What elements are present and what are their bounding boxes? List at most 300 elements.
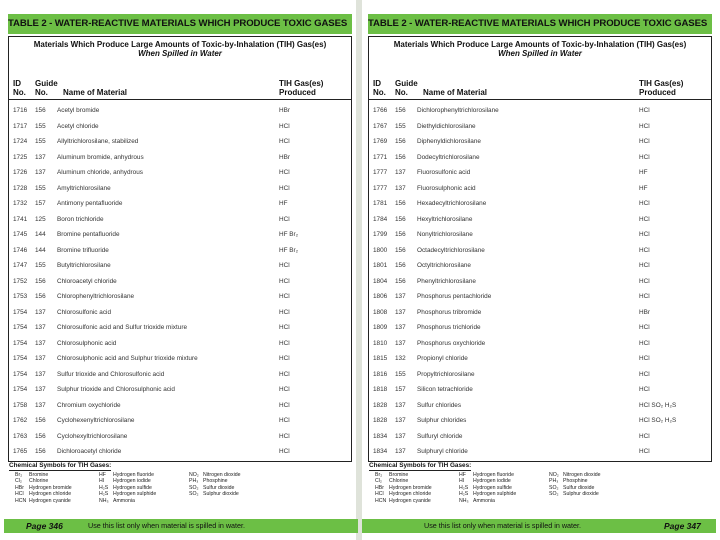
- row-id: 1809: [373, 324, 388, 331]
- legend-symbol: H₂S: [459, 491, 469, 498]
- row-gas: HCl: [279, 370, 290, 378]
- row-gas: HCl: [279, 169, 290, 176]
- legend-symbol: HCl: [15, 491, 24, 498]
- table-rows: [9, 103, 351, 460]
- table-row: [369, 367, 711, 383]
- row-name: Diphenyldichlorosilane: [417, 138, 481, 145]
- table-row: [369, 305, 711, 321]
- row-id: 1765: [13, 448, 28, 455]
- legend-name: Hydrogen cyanide: [29, 497, 71, 504]
- legend-symbol: H₂S: [459, 484, 469, 491]
- legend-title: Chemical Symbols for TIH Gases:: [9, 462, 112, 469]
- row-name: Chlorophenyltrichlorosilane: [57, 293, 135, 300]
- row-id: 1800: [373, 246, 388, 254]
- table-row: [9, 367, 351, 383]
- row-id: 1725: [13, 153, 28, 161]
- row-guide: 137: [395, 417, 406, 424]
- chemical-symbols-legend: [9, 462, 351, 504]
- table-row: [9, 320, 351, 336]
- row-id: 1754: [13, 355, 28, 362]
- row-name: Propyltrichlorosilane: [417, 370, 475, 378]
- row-gas: HCl: [639, 122, 650, 130]
- col-name-header: Name of Material: [63, 88, 128, 97]
- legend-symbol: Br₂: [375, 472, 383, 478]
- legend-name: Hydrogen chloride: [389, 491, 432, 498]
- row-guide: 137: [395, 401, 406, 409]
- col-id-header: ID No.: [373, 79, 386, 97]
- row-id: 1808: [373, 308, 388, 316]
- row-id: 1754: [13, 339, 28, 347]
- row-guide: 132: [395, 355, 406, 362]
- row-name: Acetyl chloride: [57, 122, 99, 130]
- row-gas: HCl: [279, 308, 290, 316]
- row-gas: HCl: [639, 262, 650, 269]
- page-number: Page 346: [26, 521, 63, 531]
- row-name: Cyclohexenyltrichlorosilane: [57, 417, 135, 424]
- row-name: Sulfur trioxide and Chlorosulfonic acid: [57, 370, 165, 378]
- row-name: Cyclohexyltrichlorosilane: [57, 432, 128, 440]
- row-gas: HCl: [279, 184, 290, 192]
- table-row: [9, 181, 351, 197]
- row-guide: 156: [395, 231, 406, 238]
- legend-name: Hydrogen chloride: [29, 491, 72, 498]
- row-id: 1752: [13, 277, 28, 285]
- legend-symbol: HCl: [375, 491, 384, 498]
- row-guide: 155: [395, 370, 406, 378]
- table-row: [9, 119, 351, 135]
- row-gas: HCl: [279, 339, 290, 347]
- row-gas: HCl: [279, 401, 290, 409]
- table-row: [9, 305, 351, 321]
- table-row: [369, 398, 711, 414]
- page-number: Page 347: [664, 521, 701, 531]
- row-id: 1828: [373, 401, 388, 409]
- row-gas: HCl: [639, 339, 650, 347]
- row-name: Aluminum chloride, anhydrous: [57, 169, 143, 176]
- row-id: 1745: [13, 231, 28, 238]
- table-row: [9, 382, 351, 398]
- table-box-subtitle: When Spilled in Water: [138, 49, 222, 58]
- row-gas: HCl: [279, 448, 290, 455]
- legend-name: Hydrogen fluoride: [113, 472, 154, 478]
- row-guide: 156: [35, 293, 46, 300]
- row-name: Chromium oxychloride: [57, 401, 121, 409]
- row-id: 1767: [373, 122, 388, 130]
- table-row: [369, 429, 711, 445]
- left-footer-bar: [4, 519, 358, 533]
- row-guide: 144: [35, 246, 46, 254]
- row-guide: 137: [35, 386, 46, 393]
- row-id: 1777: [373, 169, 388, 176]
- row-gas: HF Br₂: [279, 231, 299, 238]
- table-row: [369, 103, 711, 119]
- legend-symbol: SO₂: [549, 484, 559, 491]
- legend-symbol: NO₂: [189, 472, 199, 478]
- row-guide: 156: [395, 246, 406, 254]
- row-name: Sulphur chlorides: [417, 417, 467, 424]
- row-gas: HF: [639, 184, 648, 192]
- legend-symbol: H₂S: [99, 484, 109, 491]
- row-id: 1732: [13, 200, 28, 207]
- row-gas: HBr: [639, 308, 651, 316]
- legend-symbol: NO₂: [549, 472, 559, 478]
- table-row: [9, 243, 351, 259]
- row-id: 1758: [13, 401, 28, 409]
- table-row: [369, 196, 711, 212]
- row-gas: HCl: [639, 370, 650, 378]
- row-name: Chlorosulfonic acid: [57, 308, 111, 316]
- legend-name: Hydrogen bromide: [389, 484, 432, 491]
- legend-name: Sulfur dioxide: [563, 484, 595, 491]
- legend-name: Hydrogen fluoride: [473, 472, 514, 478]
- table-box-subtitle: When Spilled in Water: [498, 49, 582, 58]
- legend-name: Sulphur dioxide: [203, 491, 239, 498]
- row-gas: HCl: [279, 262, 290, 269]
- row-guide: 137: [395, 432, 406, 440]
- row-id: 1766: [373, 107, 388, 114]
- row-guide: 137: [395, 324, 406, 331]
- row-id: 1726: [13, 169, 28, 176]
- row-name: Sulphur trioxide and Chlorosulphonic acid: [57, 386, 175, 393]
- row-id: 1818: [373, 386, 388, 393]
- row-id: 1828: [373, 417, 388, 424]
- row-name: Octadecyltrichlorosilane: [417, 246, 485, 254]
- row-id: 1717: [13, 122, 28, 130]
- legend-symbol: PH₃: [189, 478, 199, 485]
- row-name: Phosphorus oxychloride: [417, 339, 486, 347]
- legend-name: Chlorine: [29, 478, 49, 485]
- row-gas: HCl: [639, 215, 650, 223]
- row-gas: HCl: [639, 448, 650, 455]
- row-gas: HCl: [279, 138, 290, 145]
- row-guide: 156: [35, 107, 46, 114]
- legend-name: Hydrogen sulfide: [113, 484, 152, 491]
- table-row: [369, 413, 711, 429]
- col-guide-header: Guide No.: [35, 79, 58, 97]
- table-row: [9, 289, 351, 305]
- table-header-banner: TABLE 2 - WATER-REACTIVE MATERIALS WHICH PRODUCE TOXIC GASES: [368, 14, 712, 34]
- col-id-header: ID No.: [13, 79, 26, 97]
- row-name: Chlorosulfonic acid and Sulfur trioxide mixture: [57, 324, 188, 331]
- row-guide: 137: [395, 169, 406, 176]
- row-gas: HCl: [639, 246, 650, 254]
- table-row: [9, 103, 351, 119]
- materials-table-box: [8, 36, 352, 504]
- row-id: 1746: [13, 246, 28, 254]
- table-row: [9, 258, 351, 274]
- row-name: Fluorosulphonic acid: [417, 184, 476, 192]
- legend-name: Hydrogen cyanide: [389, 497, 431, 504]
- row-guide: 137: [35, 355, 46, 362]
- row-name: Acetyl bromide: [57, 107, 100, 114]
- row-name: Chlorosulphonic acid and Sulphur trioxide mixture: [57, 355, 198, 362]
- row-gas: HCl: [639, 153, 650, 161]
- row-gas: HCl: [279, 122, 290, 130]
- row-guide: 137: [35, 324, 46, 331]
- row-id: 1754: [13, 324, 28, 331]
- row-name: Phenyltrichlorosilane: [417, 277, 476, 285]
- row-name: Hexadecyltrichlorosilane: [417, 200, 487, 207]
- legend-symbol: PH₃: [549, 478, 559, 485]
- legend-symbol: NH₃: [459, 497, 469, 504]
- legend-name: Ammonia: [113, 497, 135, 504]
- row-gas: HCl: [639, 107, 650, 114]
- row-guide: 156: [35, 448, 46, 455]
- chemical-symbols-legend: [369, 462, 711, 504]
- row-name: Chloroacetyl chloride: [57, 277, 117, 285]
- row-gas: HCl: [279, 293, 290, 300]
- row-gas: HCl: [279, 386, 290, 393]
- legend-symbol: H₂S: [99, 491, 109, 498]
- table-row: [369, 382, 711, 398]
- row-guide: 137: [395, 448, 406, 455]
- row-name: Antimony pentafluoride: [57, 200, 123, 207]
- row-id: 1771: [373, 153, 388, 161]
- legend-name: Ammonia: [473, 497, 495, 504]
- legend-symbol: SO₂: [189, 484, 199, 491]
- table-row: [369, 119, 711, 135]
- row-id: 1769: [373, 138, 388, 145]
- legend-symbol: HCN: [15, 497, 27, 504]
- row-name: Bromine pentafluoride: [57, 231, 120, 238]
- page-gutter: [356, 0, 362, 540]
- row-gas: HCl: [279, 355, 290, 362]
- row-name: Octyltrichlorosilane: [417, 262, 471, 269]
- table-row: [9, 134, 351, 150]
- legend-symbol: SO₂: [549, 491, 559, 498]
- legend-symbol: HF: [459, 472, 466, 478]
- table-row: [369, 444, 711, 460]
- row-id: 1834: [373, 448, 388, 455]
- row-gas: HCl: [639, 432, 650, 440]
- table-row: [369, 258, 711, 274]
- row-guide: 137: [395, 293, 406, 300]
- row-gas: HCl SO₂ H₂S: [639, 417, 677, 424]
- row-id: 1724: [13, 138, 28, 145]
- table-header-banner: TABLE 2 - WATER-REACTIVE MATERIALS WHICH PRODUCE TOXIC GASES: [8, 14, 352, 34]
- row-name: Amyltrichlorosilane: [57, 184, 111, 192]
- row-gas: HCl: [639, 138, 650, 145]
- table-box-title: Materials Which Produce Large Amounts of Toxic-by-Inhalation (TIH) Gas(es): [393, 40, 687, 49]
- row-id: 1781: [373, 200, 388, 207]
- row-name: Phosphorus tribromide: [417, 308, 482, 316]
- row-id: 1816: [373, 370, 388, 378]
- table-row: [9, 150, 351, 166]
- row-guide: 156: [395, 200, 406, 207]
- row-gas: HBr: [279, 153, 291, 161]
- table-row: [9, 429, 351, 445]
- legend-name: Bromine: [29, 472, 49, 478]
- right-footer-bar: [362, 519, 716, 533]
- row-id: 1806: [373, 293, 388, 300]
- row-guide: 137: [395, 339, 406, 347]
- row-gas: HF Br₂: [279, 246, 299, 254]
- table-box-title: Materials Which Produce Large Amounts of Toxic-by-Inhalation (TIH) Gas(es): [33, 40, 327, 49]
- legend-title: Chemical Symbols for TIH Gases:: [369, 462, 472, 469]
- row-guide: 137: [35, 339, 46, 347]
- table-row: [9, 351, 351, 367]
- row-id: 1799: [373, 231, 388, 238]
- legend-symbol: HBr: [375, 484, 384, 491]
- row-id: 1815: [373, 355, 388, 362]
- legend-symbol: Cl₂: [375, 478, 382, 485]
- row-gas: HCl: [639, 200, 650, 207]
- table-row: [369, 165, 711, 181]
- legend-name: Nitrogen dioxide: [203, 472, 241, 478]
- row-id: 1754: [13, 308, 28, 316]
- row-id: 1747: [13, 262, 28, 269]
- row-name: Dichlorophenyltrichlorosilane: [417, 107, 499, 114]
- row-name: Dodecyltrichlorosilane: [417, 153, 480, 161]
- row-id: 1754: [13, 370, 28, 378]
- row-name: Diethyldichlorosilane: [417, 122, 476, 130]
- row-guide: 156: [35, 277, 46, 285]
- legend-name: Chlorine: [389, 478, 409, 485]
- legend-symbol: HI: [459, 478, 465, 485]
- row-gas: HF: [639, 169, 648, 176]
- table-row: [9, 398, 351, 414]
- row-gas: HF: [279, 200, 288, 207]
- row-guide: 137: [35, 370, 46, 378]
- table-row: [369, 320, 711, 336]
- row-guide: 137: [35, 153, 46, 161]
- row-guide: 144: [35, 231, 46, 238]
- row-name: Sulphuryl chloride: [417, 448, 468, 455]
- row-gas: HCl: [639, 386, 650, 393]
- footer-note: Use this list only when material is spilled in water.: [424, 521, 581, 530]
- legend-name: Hydrogen sulfide: [473, 484, 512, 491]
- table-row: [369, 134, 711, 150]
- row-name: Phosphorus trichloride: [417, 324, 481, 331]
- row-name: Phosphorus pentachloride: [417, 293, 492, 300]
- legend-name: Hydrogen iodide: [473, 478, 511, 485]
- row-gas: HCl: [639, 277, 650, 285]
- row-name: Sulfur chlorides: [417, 401, 462, 409]
- col-gas-header: TIH Gas(es) Produced: [279, 79, 324, 97]
- table-row: [369, 243, 711, 259]
- col-name-header: Name of Material: [423, 88, 488, 97]
- row-name: Silicon tetrachloride: [417, 386, 473, 393]
- row-guide: 125: [35, 215, 46, 223]
- row-gas: HCl: [639, 293, 650, 300]
- row-guide: 155: [35, 262, 46, 269]
- row-gas: HCl SO₂ H₂S: [639, 401, 677, 409]
- table-row: [9, 196, 351, 212]
- legend-name: Sulphur dioxide: [563, 491, 599, 498]
- row-id: 1762: [13, 417, 28, 424]
- materials-table-box: [368, 36, 712, 504]
- row-id: 1741: [13, 215, 28, 223]
- row-guide: 156: [35, 432, 46, 440]
- row-gas: HCl: [279, 432, 290, 440]
- column-headers: [369, 75, 711, 100]
- legend-name: Bromine: [389, 472, 409, 478]
- right-page: [368, 6, 712, 518]
- table-row: [369, 181, 711, 197]
- row-guide: 156: [395, 153, 406, 161]
- row-name: Aluminum bromide, anhydrous: [57, 153, 144, 161]
- row-guide: 156: [395, 107, 406, 114]
- row-id: 1753: [13, 293, 28, 300]
- row-name: Chlorosulphonic acid: [57, 339, 117, 347]
- legend-name: Nitrogen dioxide: [563, 472, 601, 478]
- row-guide: 156: [395, 138, 406, 145]
- row-id: 1834: [373, 432, 388, 440]
- row-name: Propionyl chloride: [417, 355, 468, 362]
- legend-name: Sulfur dioxide: [203, 484, 235, 491]
- row-name: Allyltrichlorosilane, stabilized: [57, 138, 139, 145]
- row-guide: 137: [395, 184, 406, 192]
- table-row: [369, 150, 711, 166]
- row-id: 1804: [373, 277, 388, 285]
- row-guide: 137: [35, 169, 46, 176]
- row-gas: HCl: [639, 231, 650, 238]
- row-id: 1716: [13, 107, 28, 114]
- table-row: [369, 227, 711, 243]
- row-name: Nonyltrichlorosilane: [417, 231, 473, 238]
- row-gas: HCl: [279, 324, 290, 331]
- table-row: [9, 336, 351, 352]
- col-gas-header: TIH Gas(es) Produced: [639, 79, 684, 97]
- row-name: Boron trichloride: [57, 215, 104, 223]
- row-name: Hexyltrichlorosilane: [417, 215, 473, 223]
- row-guide: 157: [35, 200, 46, 207]
- row-name: Bromine trifluoride: [57, 246, 109, 254]
- row-gas: HCl: [279, 277, 290, 285]
- table-row: [9, 274, 351, 290]
- legend-name: Hydrogen sulphide: [113, 491, 157, 498]
- table-row: [369, 289, 711, 305]
- table-row: [9, 227, 351, 243]
- row-name: Fluorosulfonic acid: [417, 169, 471, 176]
- legend-name: Phosphine: [203, 478, 228, 485]
- legend-name: Hydrogen iodide: [113, 478, 151, 485]
- legend-symbol: SO₂: [189, 491, 199, 498]
- row-guide: 155: [35, 184, 46, 192]
- row-guide: 137: [395, 308, 406, 316]
- row-guide: 155: [395, 122, 406, 130]
- legend-symbol: NH₃: [99, 497, 109, 504]
- row-guide: 137: [35, 401, 46, 409]
- row-id: 1810: [373, 339, 388, 347]
- left-page: [8, 6, 352, 518]
- table-row: [9, 212, 351, 228]
- row-guide: 157: [395, 386, 406, 393]
- row-gas: HCl: [639, 324, 650, 331]
- row-gas: HBr: [279, 107, 291, 114]
- row-guide: 156: [395, 277, 406, 285]
- row-name: Dichloroacetyl chloride: [57, 448, 122, 455]
- table-row: [9, 413, 351, 429]
- table-row: [9, 165, 351, 181]
- legend-name: Phosphine: [563, 478, 588, 485]
- legend-name: Hydrogen bromide: [29, 484, 72, 491]
- row-gas: HCl: [279, 215, 290, 223]
- row-name: Sulfuryl chloride: [417, 432, 463, 440]
- legend-symbol: HCN: [375, 497, 387, 504]
- row-id: 1728: [13, 184, 28, 192]
- row-guide: 156: [395, 262, 406, 269]
- table-row: [9, 444, 351, 460]
- col-guide-header: Guide No.: [395, 79, 418, 97]
- row-id: 1777: [373, 184, 388, 192]
- row-id: 1763: [13, 432, 28, 440]
- row-guide: 156: [395, 215, 406, 223]
- table-row: [369, 212, 711, 228]
- table-rows: [369, 103, 711, 460]
- row-id: 1801: [373, 262, 388, 269]
- table-row: [369, 274, 711, 290]
